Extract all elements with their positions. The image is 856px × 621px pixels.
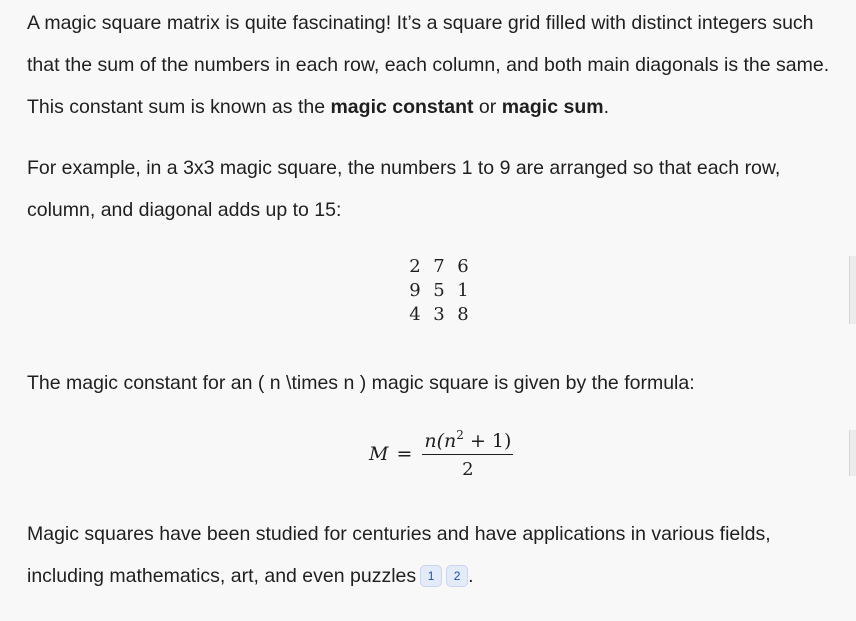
formula-numerator <box>422 428 513 455</box>
formula-intro-paragraph: The magic constant for an ( n \times n ) magic square is given by the formula: <box>27 372 695 394</box>
magic-square-matrix <box>403 255 475 327</box>
citation-2-button[interactable]: 2 <box>446 565 468 587</box>
matrix-cell: 3 <box>433 304 445 325</box>
right-edge-handle[interactable] <box>849 430 856 476</box>
matrix-cell: 7 <box>433 256 445 277</box>
formula-fraction <box>422 428 513 480</box>
matrix-cell: 6 <box>457 256 469 277</box>
matrix-cell: 5 <box>433 280 445 301</box>
intro-paragraph <box>27 2 847 128</box>
magic-constant-formula <box>369 428 513 480</box>
matrix-cell: 1 <box>457 280 469 301</box>
bold-magic-sum: magic sum <box>501 96 604 118</box>
matrix-cell: 9 <box>409 280 421 301</box>
citation-1-button[interactable]: 1 <box>420 565 442 587</box>
formula-lhs: M <box>369 443 389 465</box>
numerator-exponent: 2 <box>456 428 464 442</box>
conclusion-paragraph <box>27 513 847 597</box>
intro-text: A magic square matrix is quite fascinating! It’s a square grid filled with distinct integers such that the sum of the numbers in each row, each column, and both main diagonals is the same. This constant sum is known as the <box>27 12 830 118</box>
intro-period: . <box>603 96 609 118</box>
formula-equals: = <box>396 443 413 465</box>
numerator-tail: + 1) <box>463 430 512 452</box>
numerator-base: n(n <box>424 430 457 452</box>
example-paragraph: For example, in a 3x3 magic square, the numbers 1 to 9 are arranged so that each row, column, and diagonal adds up to 15: <box>27 157 781 221</box>
conclusion-period: . <box>468 565 474 587</box>
bold-magic-constant: magic constant <box>330 96 474 118</box>
matrix-cell: 4 <box>409 304 421 325</box>
conclusion-text: Magic squares have been studied for centuries and have applications in various fields, including mathematics, art, and even puzzles <box>27 523 771 587</box>
formula-denominator: 2 <box>462 459 474 480</box>
intro-connector: or <box>473 96 502 118</box>
right-edge-handle[interactable] <box>849 256 856 324</box>
matrix-cell: 2 <box>409 256 421 277</box>
matrix-cell: 8 <box>457 304 469 325</box>
